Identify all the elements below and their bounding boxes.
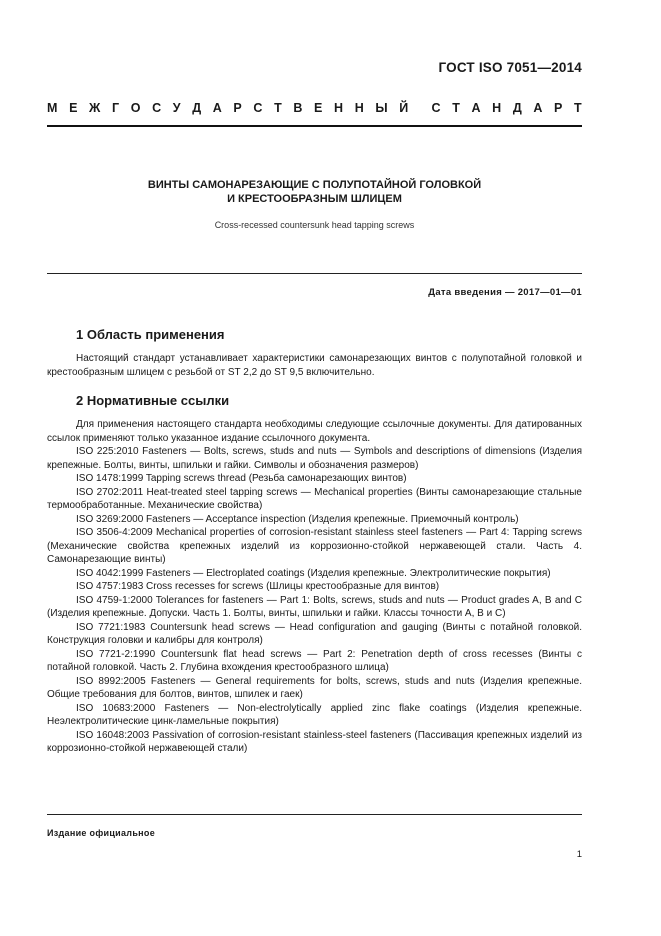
- interstate-letter: Т: [574, 101, 582, 115]
- reference-item: ISO 3506-4:2009 Mechanical properties of corrosion-resistant stainless steel fasteners — Part 4: Tapping screws (Механические свойства крепежных изделий из коррозионно-стойкой нержавеющей стали. Часть 4. Самонарезающие винты): [47, 527, 582, 565]
- title-english: Cross-recessed countersunk head tapping screws: [214, 220, 415, 230]
- interstate-letter: О: [130, 101, 141, 115]
- interstate-letter: А: [212, 101, 222, 115]
- reference-item: ISO 4759-1:2000 Tolerances for fasteners — Part 1: Bolts, screws, studs and nuts — Product grades A, B and C (Изделия крепежные. Допуски. Часть 1. Болты, винты, шпильки и гайки. Классы точности А, В и С): [47, 594, 582, 619]
- document-code: ГОСТ ISO 7051—2014: [438, 60, 582, 75]
- interstate-letter: В: [293, 101, 303, 115]
- interstate-letter: Р: [554, 101, 563, 115]
- document-title: [47, 178, 582, 206]
- interstate-letter: С: [431, 101, 441, 115]
- title-line-1: ВИНТЫ САМОНАРЕЗАЮЩИЕ С ПОЛУПОТАЙНОЙ ГОЛОВКОЙ: [147, 179, 482, 191]
- reference-item: ISO 10683:2000 Fasteners — Non-electrolytically applied zinc flake coatings (Изделия крепежные. Неэлектролитические цинк-ламельные покрытия): [47, 702, 582, 727]
- interstate-letter: Д: [512, 101, 522, 115]
- reference-item: ISO 4757:1983 Cross recesses for screws (Шлицы крестообразные для винтов): [76, 581, 440, 592]
- introduction-date: Дата введения — 2017—01—01: [428, 287, 582, 298]
- top-rule: [47, 125, 582, 127]
- interstate-letter: Н: [334, 101, 344, 115]
- interstate-letter: Й: [399, 101, 409, 115]
- section-1-paragraph: Настоящий стандарт устанавливает характеристики самонарезающих винтов с полупотайной головкой и крестообразным шлицем с резьбой от ST 2,2 до ST 9,5 включительно.: [47, 353, 582, 378]
- references-intro: Для применения настоящего стандарта необходимы следующие ссылочные документы. Для датированных ссылок применяют только указанное издание ссылочного документа.: [47, 419, 582, 444]
- interstate-letter: Г: [112, 101, 120, 115]
- reference-item: ISO 225:2010 Fasteners — Bolts, screws, studs and nuts — Symbols and descriptions of dimensions (Изделия крепежные. Болты, винты, шпильки и гайки. Символы и обозначения размеров): [47, 446, 582, 471]
- section-1-heading: 1 Область применения: [76, 327, 225, 342]
- reference-item: ISO 16048:2003 Passivation of corrosion-resistant stainless-steel fasteners (Пассивация крепежных изделий из коррозионно-стойкой нержавеющей стали): [47, 729, 582, 754]
- interstate-letter: Р: [233, 101, 242, 115]
- interstate-letter: С: [152, 101, 162, 115]
- interstate-letter: Н: [492, 101, 502, 115]
- reference-item: ISO 1478:1999 Tapping screws thread (Резьба самонарезающих винтов): [76, 473, 407, 484]
- interstate-letter: А: [533, 101, 543, 115]
- section-1-body: [47, 352, 582, 379]
- edition-note: Издание официальное: [47, 828, 156, 838]
- reference-item: ISO 3269:2000 Fasteners — Acceptance inspection (Изделия крепежные. Приемочный контроль): [76, 513, 519, 525]
- title-rule: [47, 273, 582, 274]
- section-2-heading: 2 Нормативные ссылки: [76, 393, 230, 408]
- footer-rule: [47, 814, 582, 815]
- reference-item: ISO 4042:1999 Fasteners — Electroplated coatings (Изделия крепежные. Электролитические покрытия): [76, 567, 551, 579]
- reference-item: ISO 8992:2005 Fasteners — General requirements for bolts, screws, studs and nuts (Изделия крепежные. Общие требования для болтов, винтов, шпилек и гаек): [47, 675, 582, 700]
- interstate-letter: Ж: [89, 101, 101, 115]
- interstate-letter: Е: [69, 101, 78, 115]
- title-line-2: И КРЕСТООБРАЗНЫМ ШЛИЦЕМ: [227, 193, 402, 205]
- interstate-letter: Н: [354, 101, 364, 115]
- interstate-letter: С: [253, 101, 263, 115]
- interstate-letter: Т: [274, 101, 282, 115]
- section-2-body: [47, 418, 582, 756]
- interstate-letter: Е: [314, 101, 323, 115]
- interstate-letter: А: [471, 101, 481, 115]
- interstate-letter: Д: [192, 101, 202, 115]
- page-number: 1: [576, 849, 582, 860]
- interstate-letter: М: [47, 101, 58, 115]
- reference-item: ISO 2702:2011 Heat-treated steel tapping screws — Mechanical properties (Винты самонарезающие стальные термообработанные. Механические свойства): [47, 486, 582, 511]
- interstate-letter: Ы: [375, 101, 388, 115]
- interstate-standard-heading: [47, 101, 582, 115]
- reference-item: ISO 7721:1983 Countersunk head screws — Head configuration and gauging (Винты с потайной головкой. Конструкция головки и калибры для контроля): [47, 621, 582, 646]
- interstate-letter: У: [172, 101, 181, 115]
- reference-item: ISO 7721-2:1990 Countersunk flat head screws — Part 2: Penetration depth of cross recesses (Винты с потайной головкой. Часть 2. Глубина вхождения крестообразного шлица): [47, 648, 582, 673]
- interstate-letter: Т: [452, 101, 460, 115]
